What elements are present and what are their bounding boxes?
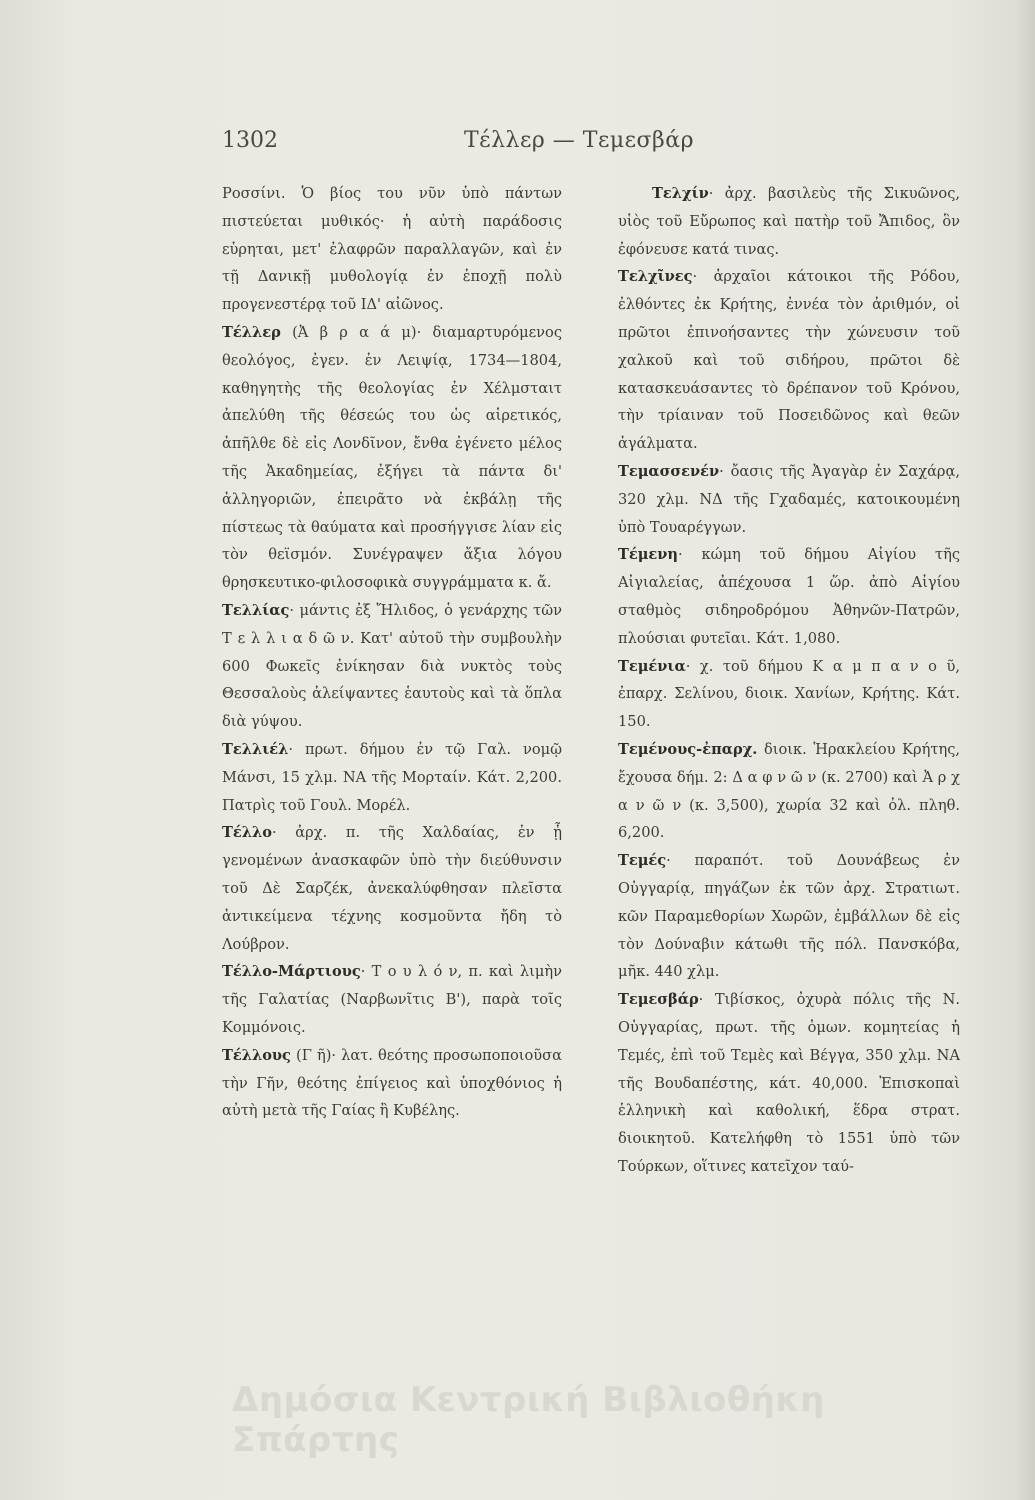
entry-headword: Τελλιέλ [222, 740, 289, 758]
entry: Τεμές· παραπότ. τοῦ Δουνάβεως ἐν Οὑγγαρίᾳ, πηγάζων ἐκ τῶν ἀρχ. Στρατιωτ. κῶν Παραμεθορίων Χωρῶν, ἐμβάλλων δὲ εἰς τὸν Δούναβιν κάτωθι τῆς πόλ. Πανσκόβα, μῆκ. 440 χλμ. [618, 852, 960, 981]
page-number: 1302 [222, 128, 278, 153]
entry-headword: Τεμεσβάρ [618, 991, 699, 1009]
entry: Τεμένια· χ. τοῦ δήμου Κ α μ π α ν ο ῦ, ἐπαρχ. Σελίνου, διοικ. Χανίων, Κρήτης. Κάτ. 150. [618, 657, 960, 731]
entry-text: Τιβίσκος, ὀχυρὰ πόλις τῆς Ν. Οὑγγαρίας, πρωτ. τῆς ὁμων. κομητείας ἡ Τεμές, ἐπὶ τοῦ Τεμὲς καὶ Βέγγα, 350 χλμ. ΝΑ τῆς Βουδαπέστης, κάτ. 40,000. Ἐπισκοπαὶ ἑλληνικὴ καὶ καθολική, ἕδρα στρατ. διοικητοῦ. Κατελήφθη τὸ 1551 ὑπὸ τῶν Τούρκων, οἵτινες κατεῖχον ταύ- [618, 991, 960, 1175]
entry-headword: Τεμές [618, 852, 667, 870]
entry: Τέμενη· κώμη τοῦ δήμου Αἰγίου τῆς Αἰγιαλείας, ἀπέχουσα 1 ὥρ. ἀπὸ Αἰγίου σταθμὸς σιδηροδρόμου Ἀθηνῶν-Πατρῶν, πλούσιαι φυτεῖαι. Κάτ. 1,080. [618, 546, 961, 647]
entry-text: Ροσσίνι. Ὁ βίος του νῦν ὑπὸ πάντων πιστεύεται μυθικός· ἡ αὐτὴ παράδοσις εὑρηται, μετ' ἐλαφρῶν παραλλαγῶν, καὶ ἐν τῇ Δανικῇ μυθολογίᾳ ἐν ἐποχῇ πολὺ προγενεστέρᾳ τοῦ ΙΔ' αἰῶνος. [222, 185, 562, 314]
entry-headword: Τεμένια [618, 657, 686, 675]
entry-text: Τ ο υ λ ό ν, π. καὶ λιμὴν τῆς Γαλατίας (Ναρβωνῖτις Β'), παρὰ τοῖς Κομμόνοις. [222, 963, 562, 1036]
entry-text: ἀρχαῖοι κάτοικοι τῆς Ρόδου, ἐλθόντες ἐκ Κρήτης, ἐννέα τὸν ἀριθμόν, οἱ πρῶτοι ἐπινοήσαντες τὴν χώνευσιν τοῦ χαλκοῦ καὶ τοῦ σιδήρου, πρῶτοι δὲ κατασκευάσαντες τὸ δρέπανον τοῦ Κρόνου, τὴν τρίαιναν τοῦ Ποσειδῶνος καὶ θεῶν ἀγάλματα. [618, 268, 960, 453]
entry-text: ὄασις τῆς Ἀγαγὰρ ἐν Σαχάρᾳ, 320 χλμ. ΝΔ τῆς Γχαδαμές, κατοικουμένη ὑπὸ Τουαρέγγων. [618, 462, 961, 536]
entry-text: παραπότ. τοῦ Δουνάβεως ἐν Οὑγγαρίᾳ, πηγάζων ἐκ τῶν ἀρχ. Στρατιωτ. κῶν Παραμεθορίων Χωρῶν, ἐμβάλλων δὲ εἰς τὸν Δούναβιν κάτωθι τῆς πόλ. Πανσκόβα, μῆκ. 440 χλμ. [618, 852, 960, 981]
entry: Τέλλο· ἀρχ. π. τῆς Χαλδαίας, ἐν ᾗ γενομένων ἀνασκαφῶν ὑπὸ τὴν διεύθυνσιν τοῦ Δὲ Σαρζέκ, ἀνεκαλύφθησαν πλεῖστα ἀντικείμενα τέχνης κοσμοῦντα ἤδη τὸ Λούβρον. [222, 824, 562, 953]
entry: Τελλίας· μάντις ἐξ Ἤλιδος, ὁ γενάρχης τῶν Τ ε λ λ ι α δ ῶ ν. Κατ' αὐτοῦ τὴν συμβουλὴν 600 Φωκεῖς ἐνίκησαν διὰ νυκτὸς τοὺς Θεσσαλοὺς ἀλείψαντες ἑαυτοὺς καὶ τὰ ὅπλα διὰ γύψου. [222, 601, 563, 731]
entry-text: πρωτ. δήμου ἐν τῷ Γαλ. νομῷ Μάνσι, 15 χλμ. ΝΑ τῆς Μορταίν. Κάτ. 2,200. Πατρὶς τοῦ Γουλ. Μορέλ. [222, 740, 562, 814]
entry-headword: Τελλίας [222, 601, 290, 619]
page-header [0, 128, 1035, 168]
entry-text: ἀρχ. π. τῆς Χαλδαίας, ἐν ᾗ γενομένων ἀνασκαφῶν ὑπὸ τὴν διεύθυνσιν τοῦ Δὲ Σαρζέκ, ἀνεκαλύφθησαν πλεῖστα ἀντικείμενα τέχνης κοσμοῦντα ἤδη τὸ Λούβρον. [222, 824, 562, 953]
entry [222, 1042, 562, 1125]
entry-headword: Τελχίν [652, 185, 709, 202]
entry-text: (Ἀ β ρ α ά μ)· διαμαρτυρόμενος θεολόγος, ἐγεν. ἐν Λειψίᾳ, 1734—1804, καθηγητὴς τῆς θεολογίας ἐν Χέλμσταιτ ἀπελύθη τῆς θέσεώς του ὡς αἱρετικός, ἀπῆλθε δὲ εἰς Λονδῖνον, ἔνθα ἐγένετο μέλος τῆς Ἀκαδημείας, ἐξήγει τὰ πάντα δι' ἀλληγοριῶν, ἐπειρᾶτο νὰ ἐκβάλῃ τῆς πίστεως τὰ θαύματα καὶ προσήγγισε λίαν εἰς τὸν θεϊσμόν. Συνέγραψεν ἄξια λόγου θρησκευτικο-φιλοσοφικὰ συγγράμματα κ. ἄ. [222, 323, 562, 592]
library-watermark: Δημόσια Κεντρική Βιβλιοθήκη Σπάρτης [232, 1380, 825, 1460]
entry-headword: Τεμασσενέν [618, 462, 720, 480]
entry: Τέλλο-Μάρτιους· Τ ο υ λ ό ν, π. καὶ λιμὴν τῆς Γαλατίας (Ναρβωνῖτις Β'), παρὰ τοῖς Κομμόνοις. [222, 963, 562, 1036]
entry-headword: Τελχῖνες [618, 268, 693, 286]
entry-headword: Τέλλερ [222, 323, 281, 341]
left-column [222, 180, 562, 1125]
entry-text: διοικ. Ἡρακλείου Κρήτης, ἔχουσα δήμ. 2: Δ α φ ν ῶ ν (κ. 2700) καὶ Ἀ ρ χ α ν ῶ ν (κ. 3,500), χωρία 32 καὶ ὀλ. πληθ. 6,200. [618, 740, 961, 842]
entry: Τελχίν· ἀρχ. βασιλεὺς τῆς Σικυῶνος, υἱὸς τοῦ Εὔρωπος καὶ πατὴρ τοῦ Ἄπιδος, ὃν ἐφόνευσε κατά τινας. [618, 185, 961, 258]
entry-headword: Τέμενη [618, 546, 679, 564]
entry [222, 180, 562, 319]
entry-text: χ. τοῦ δήμου Κ α μ π α ν ο ῦ, ἐπαρχ. Σελίνου, διοικ. Χανίων, Κρήτης. Κάτ. 150. [618, 657, 960, 731]
entry: Τεμασσενέν· ὄασις τῆς Ἀγαγὰρ ἐν Σαχάρᾳ, 320 χλμ. ΝΔ τῆς Γχαδαμές, κατοικουμένη ὑπὸ Τουαρέγγων. [618, 462, 961, 536]
entry [618, 736, 960, 847]
entry-text: κώμη τοῦ δήμου Αἰγίου τῆς Αἰγιαλείας, ἀπέχουσα 1 ὥρ. ἀπὸ Αἰγίου σταθμὸς σιδηροδρόμου Ἀθηνῶν-Πατρῶν, πλούσιαι φυτεῖαι. Κάτ. 1,080. [618, 546, 961, 647]
entry: Τελλιέλ· πρωτ. δήμου ἐν τῷ Γαλ. νομῷ Μάνσι, 15 χλμ. ΝΑ τῆς Μορταίν. Κάτ. 2,200. Πατρὶς τοῦ Γουλ. Μορέλ. [222, 740, 562, 814]
entry-text: (Γ ῆ)· λατ. θεότης προσωποποιοῦσα τὴν Γῆν, θεότης ἐπίγειος καὶ ὑποχθόνιος ἡ αὐτὴ μετὰ τῆς Γαίας ἢ Κυβέλης. [222, 1046, 562, 1120]
entry [222, 319, 562, 597]
right-column [618, 180, 960, 1181]
entry-headword: Τέλλο-Μάρτιους [222, 963, 361, 981]
entry-text: ἀρχ. βασιλεὺς τῆς Σικυῶνος, υἱὸς τοῦ Εὔρωπος καὶ πατὴρ τοῦ Ἄπιδος, ὃν ἐφόνευσε κατά τινας. [618, 185, 961, 258]
entry-headword: Τέλλο [222, 824, 272, 842]
entry: Τελχῖνες· ἀρχαῖοι κάτοικοι τῆς Ρόδου, ἐλθόντες ἐκ Κρήτης, ἐννέα τὸν ἀριθμόν, οἱ πρῶτοι ἐπινοήσαντες τὴν χώνευσιν τοῦ χαλκοῦ καὶ τοῦ σιδήρου, πρῶτοι δὲ κατασκευάσαντες τὸ δρέπανον τοῦ Κρόνου, τὴν τρίαιναν τοῦ Ποσειδῶνος καὶ θεῶν ἀγάλματα. [618, 268, 960, 453]
running-head: Τέλλερ — Τεμεσβάρ [464, 128, 695, 153]
entry-text: μάντις ἐξ Ἤλιδος, ὁ γενάρχης τῶν Τ ε λ λ ι α δ ῶ ν. Κατ' αὐτοῦ τὴν συμβουλὴν 600 Φωκεῖς ἐνίκησαν διὰ νυκτὸς τοὺς Θεσσαλοὺς ἀλείψαντες ἑαυτοὺς καὶ τὰ ὅπλα διὰ γύψου. [222, 601, 563, 731]
entry-headword: Τέλλους [222, 1046, 291, 1064]
entry: Τεμεσβάρ· Τιβίσκος, ὀχυρὰ πόλις τῆς Ν. Οὑγγαρίας, πρωτ. τῆς ὁμων. κομητείας ἡ Τεμές, ἐπὶ τοῦ Τεμὲς καὶ Βέγγα, 350 χλμ. ΝΑ τῆς Βουδαπέστης, κάτ. 40,000. Ἐπισκοπαὶ ἑλληνικὴ καὶ καθολική, ἕδρα στρατ. διοικητοῦ. Κατελήφθη τὸ 1551 ὑπὸ τῶν Τούρκων, οἵτινες κατεῖχον ταύ- [618, 991, 960, 1175]
page-edge-shadow [1015, 0, 1035, 1500]
entry-headword: Τεμένους-ἐπαρχ. [618, 740, 758, 758]
